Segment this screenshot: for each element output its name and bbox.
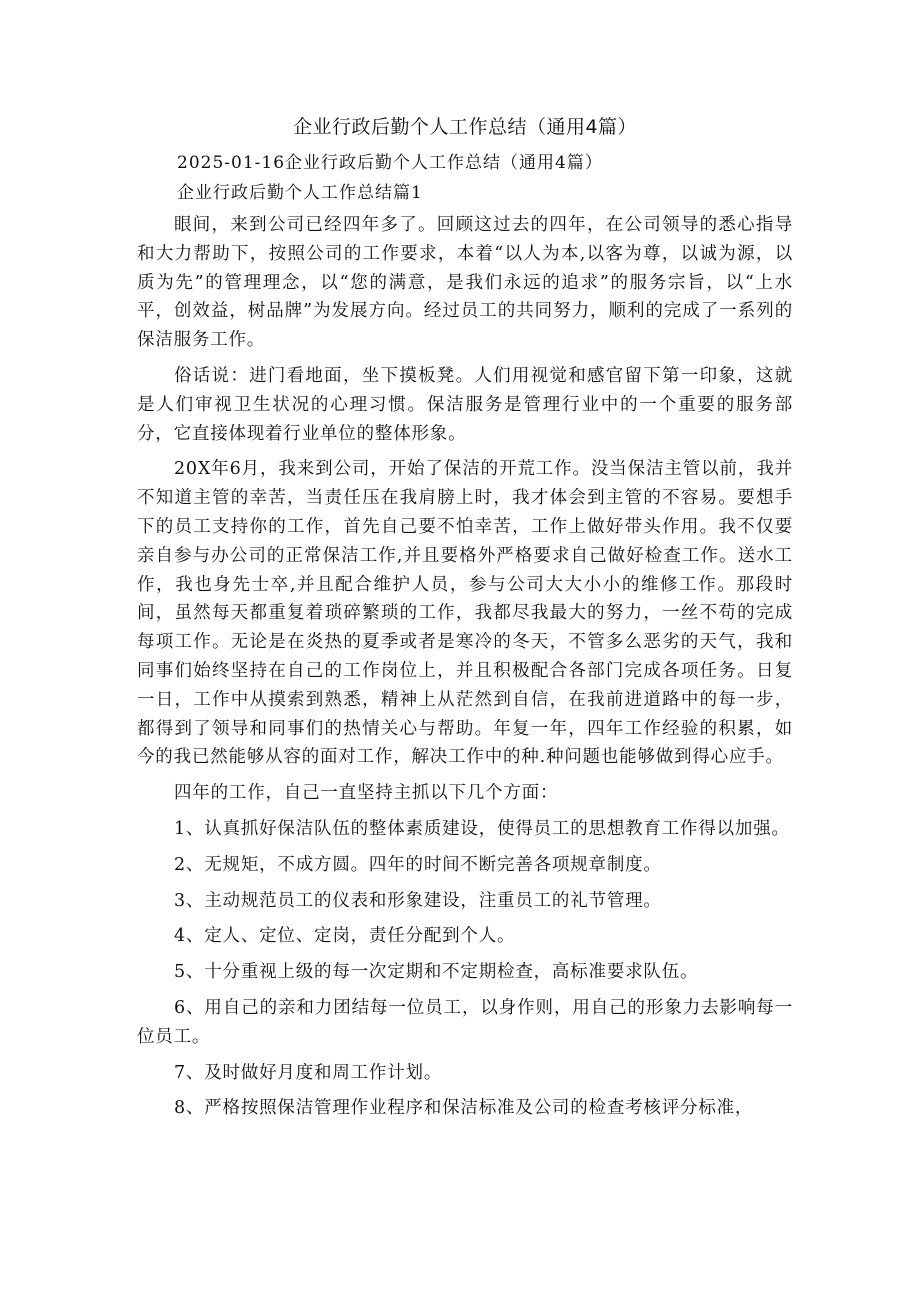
list-item-3: 3、主动规范员工的仪表和形象建设，注重员工的礼节管理。 — [174, 890, 662, 911]
list-item-6: 6、用自己的亲和力团结每一位员工，以身作则，用自己的形象力去影响每一位员工。 — [137, 997, 793, 1047]
list-item-5: 5、十分重视上级的每一次定期和不定期检查，高标准要求队伍。 — [174, 962, 699, 983]
document-title: 企业行政后勤个人工作总结（通用4篇） — [292, 116, 638, 138]
list-item-4: 4、定人、定位、定岗，责任分配到个人。 — [174, 926, 516, 947]
list-item-8: 8、严格按照保洁管理作业程序和保洁标准及公司的检查考核评分标准， — [174, 1098, 754, 1119]
list-item-7: 7、及时做好月度和周工作计划。 — [174, 1062, 443, 1083]
paragraph-intro: 眼间，来到公司已经四年多了。回顾这过去的四年，在公司领导的悉心指导和大力帮助下，按照公司的工作要求，本着“以人为本,以客为尊，以诚为源，以质为先”的管理理念，以“您的满意，是我们永远的追求”的服务宗旨，以“上水平，创效益，树品牌”为发展方向。经过员工的共同努力，顺利的完成了一系列的保洁服务工作。 — [137, 215, 793, 351]
document-page — [137, 112, 793, 1130]
paragraph-experience: 20X年6月，我来到公司，开始了保洁的开荒工作。没当保洁主管以前，我并不知道主管的幸苦，当责任压在我肩膀上时，我才体会到主管的不容易。要想手下的员工支持你的工作，首先自己要不怕幸苦，工作上做好带头作用。我不仅要亲自参与办公司的正常保洁工作,并且要格外严格要求自己做好检查工作。送水工作，我也身先士卒,并且配合维护人员，参与公司大大小小的维修工作。那段时间，虽然每天都重复着琐碎繁琐的工作，我都尽我最大的努力，一丝不苟的完成每项工作。无论是在炎热的夏季或者是寒冷的冬天，不管多么恶劣的天气，我和同事们始终坚持在自己的工作岗位上，并且积极配合各部门完成各项任务。日复一日，工作中从摸索到熟悉，精神上从茫然到自信，在我前进道路中的每一步，都得到了领导和同事们的热情关心与帮助。年复一年，四年工作经验的积累，如今的我已然能够从容的面对工作，解决工作中的种.种问题也能够做到得心应手。 — [137, 459, 793, 768]
list-item-2: 2、无规矩，不成方圆。四年的时间不断完善各项规章制度。 — [174, 854, 662, 875]
paragraph-focus-intro: 四年的工作，自己一直坚持主抓以下几个方面： — [174, 783, 559, 804]
section-heading: 企业行政后勤个人工作总结篇1 — [177, 183, 423, 203]
list-item-1: 1、认真抓好保洁队伍的整体素质建设，使得员工的思想教育工作得以加强。 — [174, 818, 790, 839]
date-title-line: 2025-01-16企业行政后勤个人工作总结（通用4篇） — [177, 153, 603, 173]
paragraph-saying: 俗话说：进门看地面，坐下摸板凳。人们用视觉和感官留下第一印象，这就是人们审视卫生状况的心理习惯。保洁服务是管理行业中的一个重要的服务部分，它直接体现着行业单位的整体形象。 — [137, 365, 793, 444]
